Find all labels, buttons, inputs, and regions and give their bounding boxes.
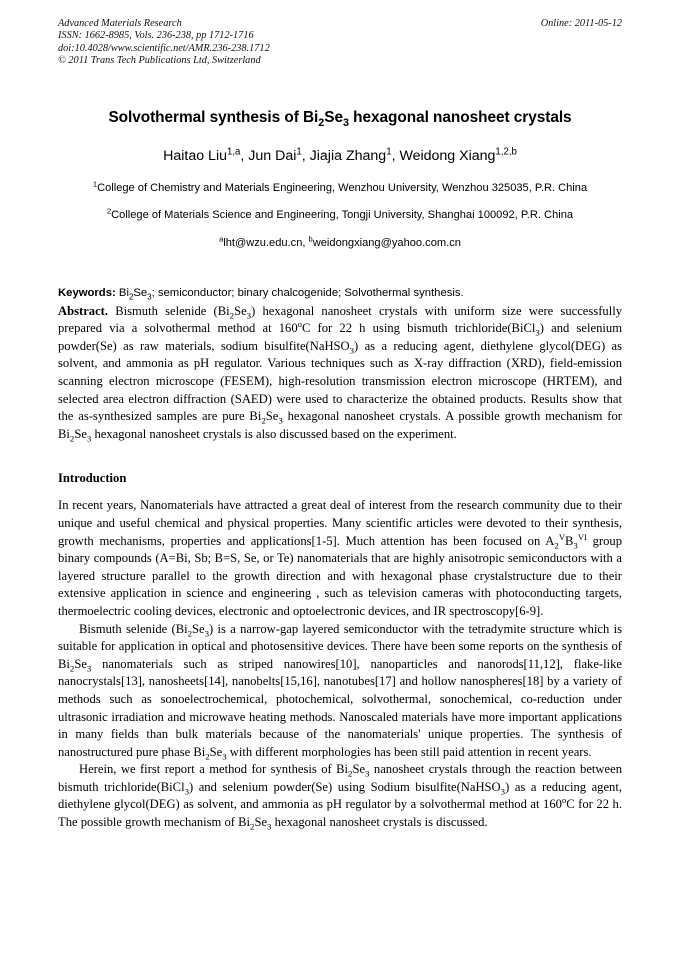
author-name: Jiajia Zhang bbox=[309, 147, 387, 164]
page-title bbox=[58, 108, 622, 127]
author-affiliation-mark: 1 bbox=[296, 145, 302, 157]
abstract-block bbox=[58, 303, 622, 444]
author-list bbox=[58, 147, 622, 165]
masthead-left-block bbox=[58, 18, 478, 68]
author-name: Weidong Xiang bbox=[399, 147, 496, 164]
title-segment-1: Solvothermal synthesis of Bi bbox=[108, 108, 319, 126]
affiliation-mark: 1 bbox=[92, 178, 98, 188]
introduction-paragraph-2: Bismuth selenide $(Bi_2Se_3)$ is a narrow-gap layered semiconductor with the tetradymite structure which is suitable for application in optical and photosensitive devices. There have been some reports on the synthesis of $Bi_2Se_3$ nanomaterials such as striped nanowires[10], nanoparticles and nanorods[11,12], flake-like nanocrystals[13], nanosheets[14], nanobelts[15,16], nanotubes[17] and hollow nanospheres[18] by a variety of methods such as sonoelectrochemical, photochemical, solvothermal, sonochemical, co-reduction under ultrasonic irradiation and microwave heating methods. Nanoscaled materials have more important applications in many fields than bulk materials because of the nanomaterials' unique properties. The synthesis of nanostructured pure phase $Bi_2Se_3$ with different morphologies has been still paid attention in recent years. bbox=[58, 621, 622, 762]
affiliation-item bbox=[62, 207, 618, 224]
author-name: Haitao Liu bbox=[163, 147, 227, 164]
title-segment-2: Se bbox=[324, 108, 343, 126]
abstract-label: Abstract. bbox=[58, 303, 109, 318]
issn-line: ISSN: 1662-8985, Vols. 236-238, pp 1712-1716 bbox=[58, 30, 254, 42]
author-affiliation-mark: 1,2,b bbox=[495, 145, 517, 157]
affiliation-text: College of Materials Science and Engineering, Tongji University, Shanghai 100092, P.R. China bbox=[111, 209, 574, 222]
author-separator: , bbox=[301, 147, 310, 164]
author-separator: , bbox=[240, 147, 249, 164]
introduction-paragraph-3: Herein, we first report a method for synthesis of $Bi_2Se_3$ nanosheet crystals through the reaction between bismuth trichloride(BiCl$_3$) and selenium powder(Se) using Sodium bisulfite(NaHSO$_3$) as a reducing agent, diethylene glycol(DEG) as solvent, and ammonia as pH regulator by a solvothermal method at 160$^o$C for 22 h. The possible growth mechanism of $Bi_2Se_3$ hexagonal nanosheet crystals is discussed. bbox=[58, 762, 623, 832]
copyright-line: © 2011 Trans Tech Publications Ltd, Switzerland bbox=[58, 55, 261, 67]
email-mark-a: a bbox=[219, 233, 224, 243]
affiliation-item bbox=[62, 180, 618, 197]
title-subscript-2: 3 bbox=[342, 116, 349, 129]
doi-line: doi:10.4028/www.scientific.net/AMR.236-238.1712 bbox=[58, 42, 270, 54]
keywords-subscript-1: 2 bbox=[128, 291, 134, 301]
email-link-b[interactable]: weidongxiang@yahoo.com.cn bbox=[312, 236, 461, 249]
journal-name: Advanced Materials Research bbox=[58, 18, 182, 29]
online-date: Online: 2011-05-12 bbox=[540, 18, 622, 29]
keywords-value-post: ; semiconductor; binary chalcogenide; Solvothermal synthesis. bbox=[151, 286, 464, 299]
affiliation-mark: 2 bbox=[106, 206, 112, 216]
abstract-text: Bismuth selenide $(Bi_2Se_3)$ hexagonal nanosheet crystals with uniform size were successfully prepared via a solvothermal method at 160$^o$C for 22 h using bismuth trichloride(BiCl$_3$) and selenium powder(Se) as raw materials, sodium bisulfite(NaHSO$_3$) as a reducing agent, diethylene glycol(DEG) as solvent, and ammonia as pH regulator. Various techniques such as X-ray diffraction (XRD), field-emission scanning electron microscope (FESEM), high-resolution transmission electron microscope (HRTEM), and selected area electron diffraction (SAED) were used to characterize the obtained products. Results show that the as-synthesized samples are pure $Bi_2Se_3$ hexagonal nanosheet crystals. A possible growth mechanism for $Bi_2Se_3$ hexagonal nanosheet crystals is also discussed based on the experiment. bbox=[58, 303, 622, 444]
author-name: Jun Dai bbox=[248, 147, 297, 164]
affiliation-list bbox=[58, 180, 622, 251]
keywords-value-pre: Bi bbox=[115, 286, 129, 299]
author-separator: , bbox=[391, 147, 400, 164]
keywords-subscript-2: 3 bbox=[147, 291, 152, 301]
keywords-label: Keywords: bbox=[58, 286, 116, 299]
title-segment-3: hexagonal nanosheet crystals bbox=[348, 108, 572, 126]
title-subscript-1: 2 bbox=[318, 116, 325, 129]
introduction-paragraph-1: In recent years, Nanomaterials have attracted a great deal of interest from the research community due to their unique and useful chemical and physical properties. Many scientific articles were devoted to their synthesis, growth mechanisms, properties and applications[1-5]. Much attention has been focused on $A_2^VB_3^{VI}$ group binary compounds (A=Bi, Sb; B=S, Se, or Te) nanomaterials that are highly anisotropic semiconductors with a layered structure parallel to the growth direction and with hexagonal phase crystalstructure due to their extensive application in science and engineering , such as television cameras with photoconducting targets, thermoelectric cooling devices, electronic and optoelectronic devices, and IR spectroscopy[6-9]. bbox=[58, 498, 622, 618]
keywords-line bbox=[58, 285, 622, 301]
masthead bbox=[58, 18, 622, 68]
email-separator: , bbox=[302, 236, 309, 249]
email-link-a[interactable]: lht@wzu.edu.cn bbox=[223, 236, 303, 249]
author-affiliation-mark: 1,a bbox=[227, 145, 241, 157]
keywords-value-mid: Se bbox=[133, 286, 148, 299]
affiliation-text: College of Chemistry and Materials Engineering, Wenzhou University, Wenzhou 325035, P.R. China bbox=[97, 181, 588, 194]
contact-email-list bbox=[58, 235, 622, 251]
section-heading-introduction: Introduction bbox=[58, 471, 127, 486]
email-mark-b: b bbox=[308, 233, 313, 243]
author-affiliation-mark: 1 bbox=[386, 145, 392, 157]
